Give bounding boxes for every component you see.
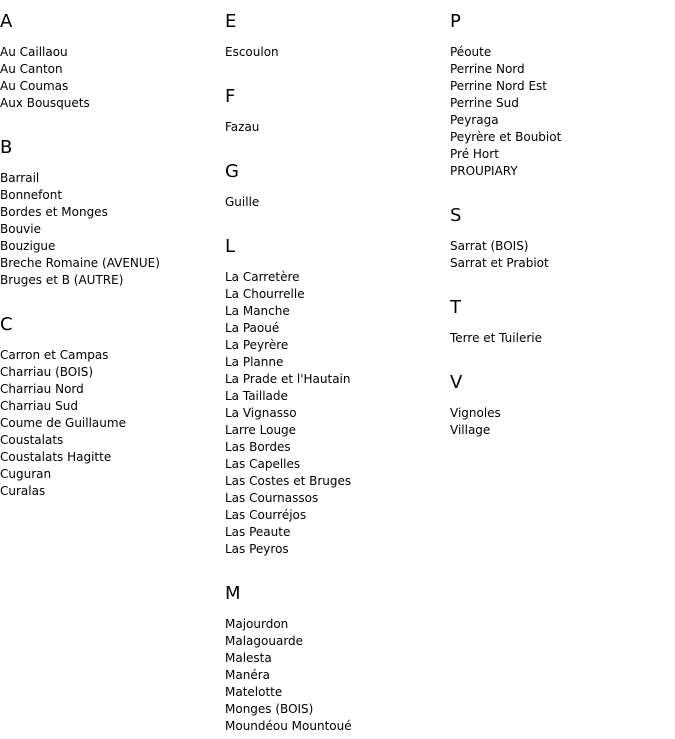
list-item (225, 633, 445, 650)
letter-heading: P (450, 11, 461, 32)
letter-heading: B (0, 137, 13, 158)
place-link[interactable]: Las Peyros (225, 542, 289, 556)
list-item (450, 61, 670, 78)
place-link[interactable]: Bordes et Monges (0, 205, 108, 219)
place-link[interactable]: Las Bordes (225, 440, 291, 454)
place-link[interactable]: Perrine Sud (450, 96, 519, 110)
letter-heading: E (225, 11, 237, 32)
letter-heading: G (225, 161, 239, 182)
letter-heading: V (450, 372, 463, 393)
letter-group (225, 87, 445, 136)
place-link[interactable]: Carron et Campas (0, 348, 109, 362)
list-item (0, 432, 220, 449)
place-link[interactable]: Curalas (0, 484, 46, 498)
list-item (0, 204, 220, 221)
list-item (0, 449, 220, 466)
place-link[interactable]: Majourdon (225, 617, 289, 631)
place-link[interactable]: Charriau Sud (0, 399, 78, 413)
place-link[interactable]: Las Courréjos (225, 508, 307, 522)
list-item (225, 718, 445, 735)
column-1 (0, 0, 220, 500)
place-link[interactable]: Village (450, 423, 491, 437)
list-item (225, 337, 445, 354)
list-item (225, 524, 445, 541)
list-item (0, 381, 220, 398)
place-link[interactable]: La Prade et l'Hautain (225, 372, 351, 386)
place-list (450, 44, 670, 180)
list-item (225, 303, 445, 320)
list-item (225, 320, 445, 337)
list-item (450, 238, 670, 255)
letter-group (225, 12, 445, 61)
list-item (225, 473, 445, 490)
place-link[interactable]: Au Caillaou (0, 45, 68, 59)
list-item (225, 667, 445, 684)
place-link[interactable]: Sarrat et Prabiot (450, 256, 549, 270)
place-link[interactable]: La Carretère (225, 270, 300, 284)
place-link[interactable]: Fazau (225, 120, 260, 134)
list-item (0, 221, 220, 238)
column-2 (225, 0, 445, 735)
place-list (450, 330, 670, 347)
place-list (225, 44, 445, 61)
list-item (0, 483, 220, 500)
list-item (225, 616, 445, 633)
place-link[interactable]: Barrail (0, 171, 40, 185)
place-list (225, 119, 445, 136)
place-link[interactable]: Bruges et B (AUTRE) (0, 273, 124, 287)
list-item (0, 364, 220, 381)
place-link[interactable]: La Taillade (225, 389, 288, 403)
place-link[interactable]: Bouvie (0, 222, 41, 236)
place-link[interactable]: Au Coumas (0, 79, 69, 93)
list-item (450, 44, 670, 61)
place-link[interactable]: Bouzigue (0, 239, 56, 253)
list-item (0, 61, 220, 78)
place-link[interactable]: Matelotte (225, 685, 283, 699)
place-link[interactable]: Larre Louge (225, 423, 297, 437)
letter-heading: A (0, 11, 13, 32)
place-link[interactable]: Aux Bousquets (0, 96, 90, 110)
list-item (0, 44, 220, 61)
place-link[interactable]: La Peyrère (225, 338, 289, 352)
place-list (0, 347, 220, 500)
list-item (225, 354, 445, 371)
place-link[interactable]: Cuguran (0, 467, 52, 481)
letter-heading: M (225, 583, 241, 604)
list-item (0, 78, 220, 95)
list-item (225, 439, 445, 456)
place-link[interactable]: Sarrat (BOIS) (450, 239, 529, 253)
place-link[interactable]: Escoulon (225, 45, 279, 59)
place-link[interactable]: Pré Hort (450, 147, 499, 161)
list-item (0, 466, 220, 483)
list-item (225, 507, 445, 524)
list-item (450, 112, 670, 129)
letter-group (225, 162, 445, 211)
place-link[interactable]: Perrine Nord (450, 62, 525, 76)
list-item (450, 95, 670, 112)
place-link[interactable]: Monges (BOIS) (225, 702, 314, 716)
list-item (225, 684, 445, 701)
letter-group (225, 237, 445, 558)
place-link[interactable]: PROUPIARY (450, 164, 518, 178)
place-link[interactable]: Bonnefont (0, 188, 63, 202)
letter-group (450, 206, 670, 272)
list-item (225, 371, 445, 388)
list-item (0, 170, 220, 187)
list-item (225, 456, 445, 473)
place-link[interactable]: Moundéou Mountoué (225, 719, 352, 733)
list-item (0, 255, 220, 272)
list-item (450, 129, 670, 146)
letter-group (0, 12, 220, 112)
place-link[interactable]: La Manche (225, 304, 290, 318)
place-link[interactable]: Coume de Guillaume (0, 416, 126, 430)
list-item (225, 422, 445, 439)
list-item (225, 44, 445, 61)
place-link[interactable]: Au Canton (0, 62, 63, 76)
list-item (225, 194, 445, 211)
place-link[interactable]: Vignoles (450, 406, 501, 420)
list-item (450, 78, 670, 95)
place-link[interactable]: Coustalats (0, 433, 64, 447)
letter-group (450, 12, 670, 180)
place-link[interactable]: La Vignasso (225, 406, 297, 420)
place-link[interactable]: La Planne (225, 355, 284, 369)
list-item (450, 255, 670, 272)
place-list (225, 194, 445, 211)
place-link[interactable]: Breche Romaine (AVENUE) (0, 256, 160, 270)
place-link[interactable]: Las Peaute (225, 525, 291, 539)
letter-heading: F (225, 86, 236, 107)
place-link[interactable]: Charriau Nord (0, 382, 84, 396)
list-item (450, 330, 670, 347)
list-item (225, 650, 445, 667)
list-item (225, 269, 445, 286)
list-item (0, 187, 220, 204)
list-item (0, 347, 220, 364)
letter-heading: T (450, 297, 461, 318)
letter-heading: S (450, 205, 462, 226)
list-item (450, 146, 670, 163)
list-item (450, 405, 670, 422)
list-item (225, 405, 445, 422)
letter-group (0, 138, 220, 289)
letter-heading: L (225, 236, 236, 257)
place-list (450, 405, 670, 439)
place-link[interactable]: Peyraga (450, 113, 499, 127)
list-item (225, 490, 445, 507)
place-list (225, 616, 445, 735)
list-item (225, 388, 445, 405)
list-item (0, 415, 220, 432)
column-3 (450, 0, 670, 439)
letter-group (450, 298, 670, 347)
place-link[interactable]: Las Capelles (225, 457, 301, 471)
place-link[interactable]: Malagouarde (225, 634, 304, 648)
place-link[interactable]: Charriau (BOIS) (0, 365, 94, 379)
place-link[interactable]: Las Costes et Bruges (225, 474, 352, 488)
place-list (0, 44, 220, 112)
place-link[interactable]: Péoute (450, 45, 492, 59)
place-list (0, 170, 220, 289)
list-item (225, 541, 445, 558)
letter-group (225, 584, 445, 735)
place-link[interactable]: Las Cournassos (225, 491, 319, 505)
place-link[interactable]: Peyrère et Boubiot (450, 130, 562, 144)
place-link[interactable]: Terre et Tuilerie (450, 331, 542, 345)
list-item (450, 422, 670, 439)
list-item (0, 272, 220, 289)
place-list (225, 269, 445, 558)
list-item (225, 119, 445, 136)
place-link[interactable]: Coustalats Hagitte (0, 450, 112, 464)
place-link[interactable]: Manéra (225, 668, 270, 682)
letter-group (0, 315, 220, 500)
list-item (225, 286, 445, 303)
place-link[interactable]: Guille (225, 195, 260, 209)
list-item (0, 238, 220, 255)
place-list (450, 238, 670, 272)
place-link[interactable]: Malesta (225, 651, 272, 665)
list-item (225, 701, 445, 718)
place-link[interactable]: La Chourrelle (225, 287, 305, 301)
letter-group (450, 373, 670, 439)
list-item (0, 95, 220, 112)
list-item (0, 398, 220, 415)
letter-heading: C (0, 314, 13, 335)
list-item (450, 163, 670, 180)
place-link[interactable]: Perrine Nord Est (450, 79, 547, 93)
place-link[interactable]: La Paoué (225, 321, 280, 335)
